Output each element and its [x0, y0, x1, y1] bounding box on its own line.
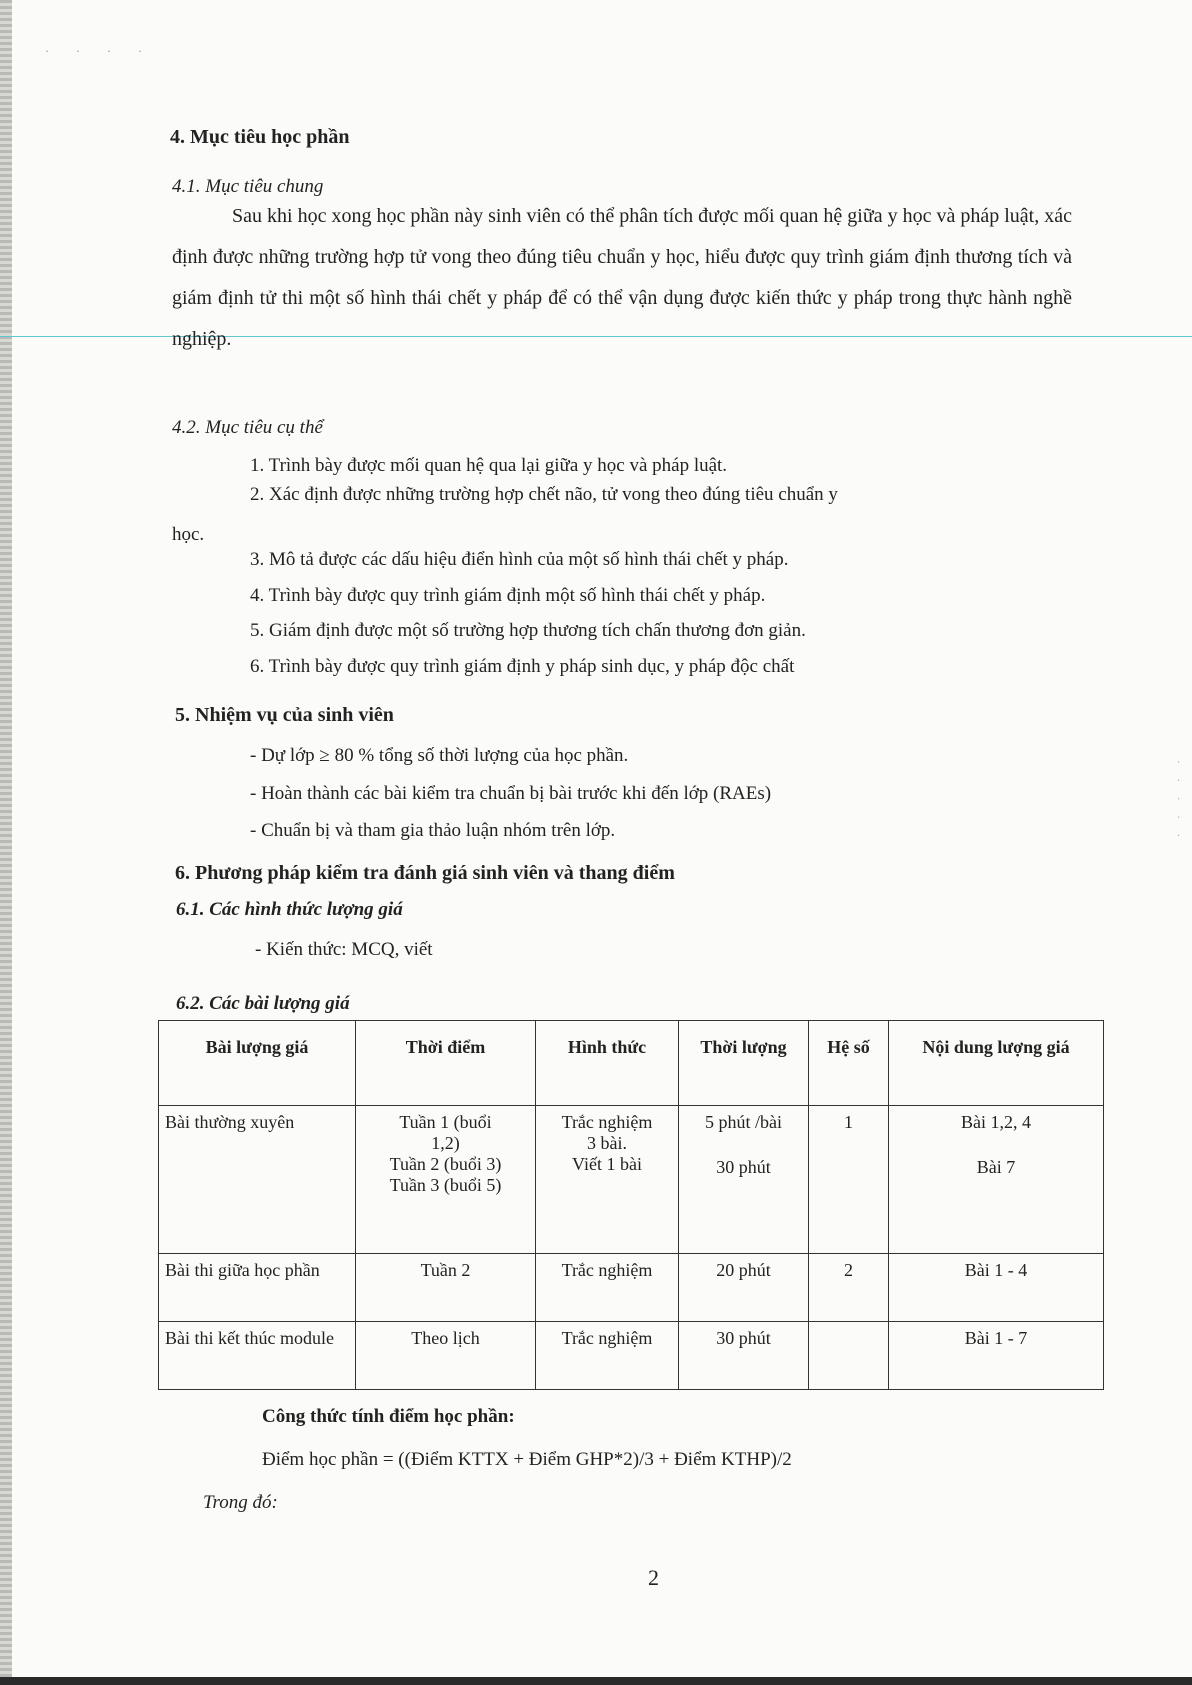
goal-item: học.: [172, 524, 205, 545]
assessment-coefficient: [809, 1322, 889, 1390]
column-header: Thời điểm: [356, 1021, 536, 1106]
section-4-heading: 4. Mục tiêu học phần: [170, 126, 350, 148]
formula-heading: Công thức tính điểm học phần:: [262, 1406, 515, 1427]
assessment-content: Bài 1 - 7: [889, 1322, 1104, 1390]
column-header: Hệ số: [809, 1021, 889, 1106]
table-header-row: [159, 1021, 1104, 1106]
section-4-1-heading: 4.1. Mục tiêu chung: [172, 176, 324, 197]
section-4-2-heading: 4.2. Mục tiêu cụ thể: [172, 417, 323, 438]
section-6-2-heading: 6.2. Các bài lượng giá: [176, 993, 350, 1014]
section-6-1-heading: 6.1. Các hình thức lượng giá: [176, 899, 403, 920]
goal-item: 6. Trình bày được quy trình giám định y pháp sinh dục, y pháp độc chất: [250, 656, 795, 677]
assessment-coefficient: 1: [809, 1106, 889, 1254]
assessment-duration: 5 phút /bài 30 phút: [679, 1106, 809, 1254]
assessment-time: Theo lịch: [356, 1322, 536, 1390]
goal-item: 2. Xác định được những trường hợp chết não, tử vong theo đúng tiêu chuẩn y: [250, 484, 838, 505]
assessment-form: Trắc nghiệm: [536, 1254, 679, 1322]
section-4-1-paragraph: Sau khi học xong học phần này sinh viên có thể phân tích được mối quan hệ giữa y học và pháp luật, xác định được những trường hợp tử vong theo đúng tiêu chuẩn y học, hiểu được quy trình giám định thương tích và giám định tử thi một số hình thái chết y pháp để có thể vận dụng được kiến thức y pháp trong thực hành nghề nghiệp.: [172, 205, 1072, 350]
assessment-table: [158, 1020, 1104, 1390]
column-header: Thời lượng: [679, 1021, 809, 1106]
assessment-time: Tuần 1 (buổi 1,2) Tuần 2 (buổi 3) Tuần 3 (buổi 5): [356, 1106, 536, 1254]
assessment-duration: 20 phút: [679, 1254, 809, 1322]
assessment-form-item: - Kiến thức: MCQ, viết: [255, 939, 433, 960]
section-5-heading: 5. Nhiệm vụ của sinh viên: [175, 704, 394, 726]
assessment-name: Bài thi kết thúc module: [159, 1322, 356, 1390]
scan-edge: [0, 0, 12, 1685]
column-header: Nội dung lượng giá: [889, 1021, 1104, 1106]
formula-text: Điểm học phần = ((Điểm KTTX + Điểm GHP*2)/3 + Điểm KTHP)/2: [262, 1449, 792, 1470]
formula-note: Trong đó:: [203, 1492, 278, 1513]
assessment-form: Trắc nghiệm 3 bài. Viết 1 bài: [536, 1106, 679, 1254]
goal-item: 1. Trình bày được mối quan hệ qua lại giữa y học và pháp luật.: [250, 455, 728, 476]
scan-dots: · · · ·: [45, 44, 154, 58]
task-item: - Hoàn thành các bài kiểm tra chuẩn bị bài trước khi đến lớp (RAEs): [250, 783, 772, 804]
goal-item: 3. Mô tả được các dấu hiệu điển hình của một số hình thái chết y pháp.: [250, 549, 789, 570]
assessment-content: Bài 1 - 4: [889, 1254, 1104, 1322]
goal-item: 4. Trình bày được quy trình giám định một số hình thái chết y pháp.: [250, 585, 766, 606]
goal-item: 5. Giám định được một số trường hợp thương tích chấn thương đơn giản.: [250, 620, 806, 641]
assessment-name: Bài thường xuyên: [159, 1106, 356, 1254]
task-item: - Chuẩn bị và tham gia thảo luận nhóm trên lớp.: [250, 820, 616, 841]
table-row: [159, 1254, 1104, 1322]
assessment-duration: 30 phút: [679, 1322, 809, 1390]
page-number: 2: [648, 1565, 659, 1590]
table-row: [159, 1106, 1104, 1254]
task-item: - Dự lớp ≥ 80 % tổng số thời lượng của học phần.: [250, 745, 629, 766]
assessment-coefficient: 2: [809, 1254, 889, 1322]
scan-bottom-edge: [0, 1677, 1192, 1685]
column-header: Hình thức: [536, 1021, 679, 1106]
section-6-heading: 6. Phương pháp kiểm tra đánh giá sinh viên và thang điểm: [175, 862, 675, 884]
assessment-content: Bài 1,2, 4 Bài 7: [889, 1106, 1104, 1254]
assessment-form: Trắc nghiệm: [536, 1322, 679, 1390]
column-header: Bài lượng giá: [159, 1021, 356, 1106]
assessment-time: Tuần 2: [356, 1254, 536, 1322]
assessment-name: Bài thi giữa học phần: [159, 1254, 356, 1322]
table-row: [159, 1322, 1104, 1390]
margin-stamp: · · · · ·: [1172, 760, 1184, 844]
